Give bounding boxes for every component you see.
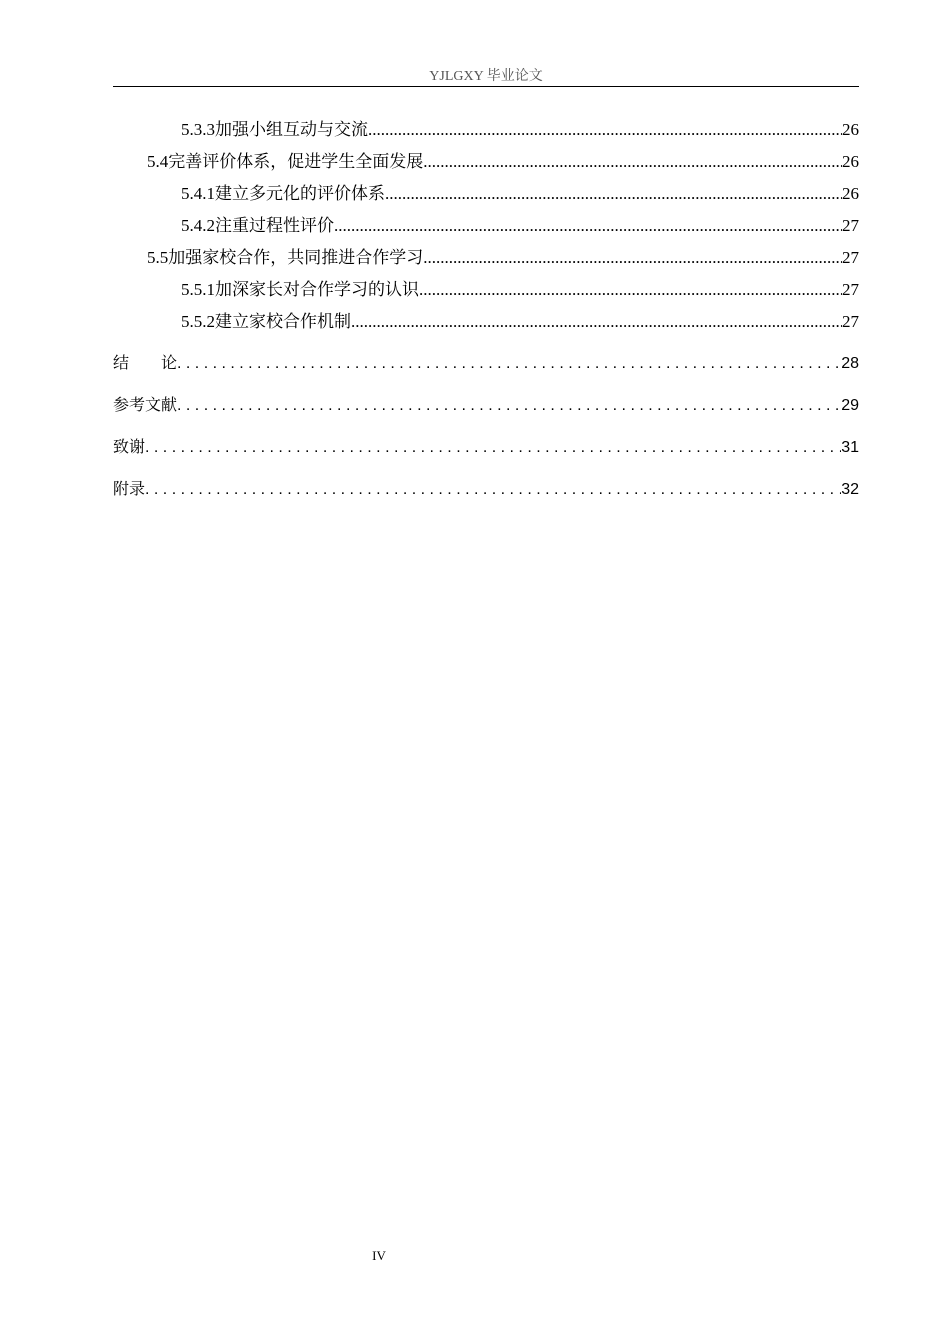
toc-entry[interactable] (113, 311, 859, 333)
toc-page: 28 (841, 355, 859, 372)
toc-title: 建立多元化的评价体系 (215, 184, 385, 203)
toc-title: 加深家长对合作学习的认识 (215, 280, 419, 299)
toc-title: 附录 (113, 481, 146, 498)
toc-entry[interactable] (113, 215, 859, 237)
toc-page: 31 (841, 439, 859, 456)
toc-page: 27 (842, 248, 859, 267)
toc-number: 5.4.2 (181, 216, 215, 235)
header-rule (113, 86, 859, 87)
toc-leader (177, 353, 841, 375)
toc-number: 5.5.1 (181, 280, 215, 299)
toc-leader (177, 395, 841, 417)
toc-entry[interactable] (113, 279, 859, 301)
toc-page: 27 (842, 312, 859, 331)
toc-leader (385, 183, 842, 205)
toc-leader (334, 215, 842, 237)
toc-leader (351, 311, 842, 333)
toc-title: 加强家校合作，共同推进合作学习 (168, 248, 424, 267)
toc-title: 致谢 (113, 439, 146, 456)
toc-leader (419, 279, 842, 301)
toc-entry[interactable] (113, 151, 859, 173)
toc-entry[interactable] (113, 437, 859, 459)
toc-page: 26 (842, 184, 859, 203)
toc-number: 5.4 (147, 152, 169, 171)
toc-entry[interactable] (113, 353, 859, 375)
header-title: YJLGXY 毕业论文 (429, 69, 543, 84)
toc-leader (423, 247, 842, 269)
toc-page: 32 (841, 481, 859, 498)
toc-leader (145, 437, 841, 459)
toc-number: 5.5 (147, 248, 169, 267)
toc-entry[interactable] (113, 183, 859, 205)
toc-title: 参考文献 (113, 397, 178, 414)
toc-number: 5.5.2 (181, 312, 215, 331)
toc-leader (368, 119, 842, 141)
toc-title: 加强小组互动与交流 (215, 120, 368, 139)
toc-title: 结 论 (113, 355, 178, 372)
toc-title: 完善评价体系，促进学生全面发展 (168, 152, 424, 171)
toc-leader (423, 151, 842, 173)
page-number: IV (372, 1248, 386, 1263)
toc-entry[interactable] (113, 247, 859, 269)
toc-page: 27 (842, 280, 859, 299)
toc-entry[interactable] (113, 395, 859, 417)
toc-leader (145, 479, 841, 501)
toc-title: 注重过程性评价 (215, 216, 334, 235)
toc-page: 27 (842, 216, 859, 235)
toc-entry[interactable] (113, 119, 859, 141)
toc-page: 29 (841, 397, 859, 414)
toc-page: 26 (842, 120, 859, 139)
toc-number: 5.3.3 (181, 120, 215, 139)
toc-entry[interactable] (113, 479, 859, 501)
toc-title: 建立家校合作机制 (215, 312, 351, 331)
toc-page: 26 (842, 152, 859, 171)
toc-number: 5.4.1 (181, 184, 215, 203)
